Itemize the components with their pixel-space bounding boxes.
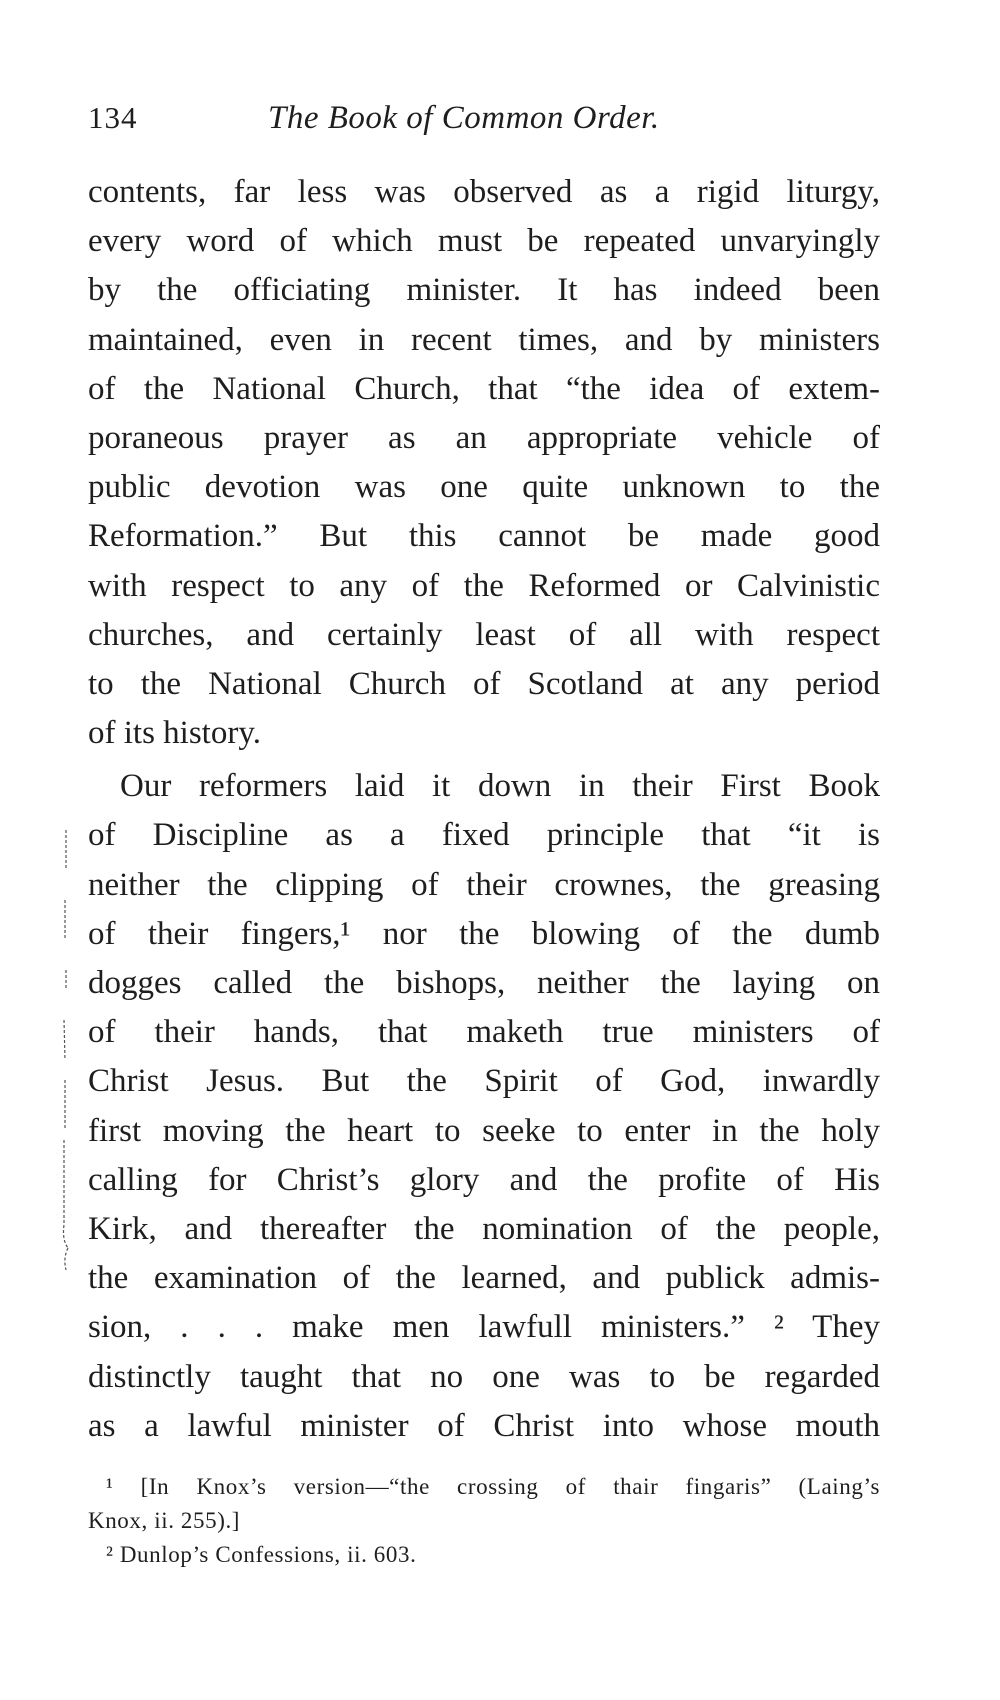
text-line: Kirk, and thereafter the nomination of the people,: [88, 1210, 880, 1247]
text-line: sion, . . . make men lawfull ministers.” ² They: [88, 1309, 880, 1346]
text-line: Our reformers laid it down in their First Book: [120, 768, 880, 805]
text-line: Christ Jesus. But the Spirit of God, inwardly: [88, 1063, 880, 1100]
footnote-1-continuation: Knox, ii. 255).]: [88, 1508, 241, 1533]
text-line: by the officiating minister. It has indeed been: [88, 272, 880, 309]
footnote-1: ¹ [In Knox’s version—“the crossing of thair fingaris” (Laing’s: [106, 1474, 880, 1499]
text-line: neither the clipping of their crownes, the greasing: [88, 866, 880, 903]
text-line: every word of which must be repeated unvaryingly: [88, 223, 880, 260]
text-line: dogges called the bishops, neither the laying on: [88, 965, 880, 1001]
footnotes: [88, 1470, 880, 1572]
text-line: of its history.: [88, 715, 261, 752]
text-line: public devotion was one quite unknown to the: [88, 469, 880, 506]
text-line: first moving the heart to seeke to enter in the holy: [88, 1112, 880, 1149]
paragraph-1: [88, 168, 880, 758]
margin-pencil-mark: [60, 830, 74, 1290]
text-line: calling for Christ’s glory and the profite of His: [88, 1161, 880, 1198]
text-line: churches, and certainly least of all with respect: [88, 616, 880, 653]
body-text: [88, 168, 880, 1451]
text-line: distinctly taught that no one was to be regarded: [88, 1358, 880, 1395]
text-line: maintained, even in recent times, and by ministers: [88, 321, 880, 358]
text-line: of the National Church, that “the idea of extem-: [88, 370, 880, 407]
paragraph-2: [88, 762, 880, 1451]
text-line: as a lawful minister of Christ into whose mouth: [88, 1407, 880, 1444]
running-title: The Book of Common Order.: [268, 100, 660, 136]
text-line: poraneous prayer as an appropriate vehicle of: [88, 419, 880, 456]
text-line: Reformation.” But this cannot be made good: [88, 518, 880, 555]
page-number: 134: [88, 100, 138, 135]
text-line: of their hands, that maketh true ministers of: [88, 1014, 880, 1051]
text-line: of their fingers,¹ nor the blowing of the dumb: [88, 915, 880, 952]
text-line: to the National Church of Scotland at any period: [88, 665, 880, 702]
text-line: the examination of the learned, and publick admis-: [88, 1260, 880, 1297]
page-header: [88, 100, 888, 148]
text-line: of Discipline as a fixed principle that “it is: [88, 817, 880, 854]
text-line: with respect to any of the Reformed or Calvinistic: [88, 567, 880, 604]
footnote-2: ² Dunlop’s Confessions, ii. 603.: [106, 1542, 417, 1567]
text-line: contents, far less was observed as a rigid liturgy,: [88, 174, 880, 210]
